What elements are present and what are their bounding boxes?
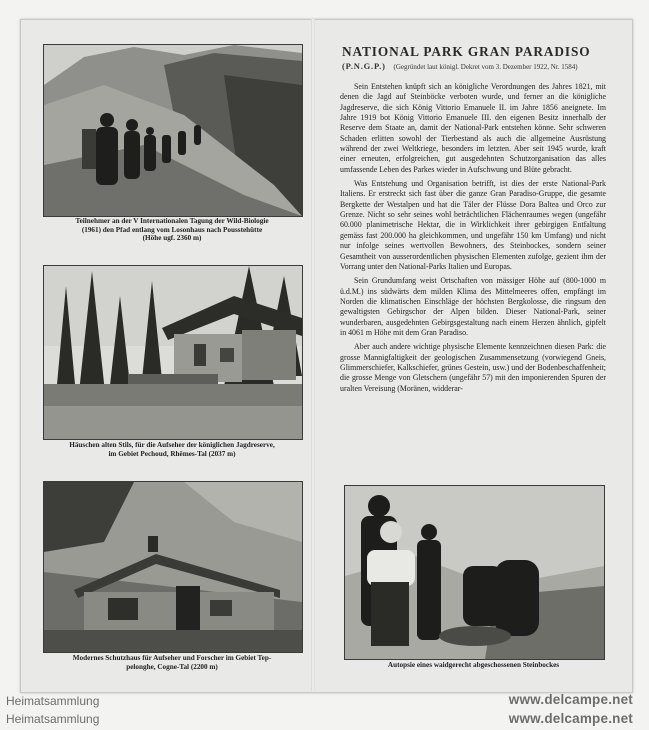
park-abbreviation: (P.N.G.P.) [342, 61, 386, 71]
body-text [340, 82, 606, 454]
page-title: NATIONAL PARK GRAN PARADISO [342, 44, 591, 59]
paragraph: Aber auch andere wichtige physische Elemente kennzeichnen diesen Park: die grosse Mannigfaltigkeit der geologischen Zusammensetzung (vorwiegend Gneis, Glimmerschiefer, Kalkschiefer, grünes Gestein, usw.) und der Bodenbeschaffenheit; die grosse Menge von Gletschern (ungefähr 57) mit den imponierenden Spuren der uralten Vereisung (Moränen, widderar- [340, 342, 606, 393]
paragraph: Sein Grundumfang weist Ortschaften von mässiger Höhe auf (800-1000 m ü.d.M.) ins südwärts dem milden Klima des Mittelmeeres offen, empfängt im Norden die klimatischen Einschläge der höchsten Bergkolosse, die ringsum den gewaltigsten Gebirgschor der Alpen bilden. Dieser National-Park, seiner wunderbaren, ausgedehnten Gebirgsgestaltung nach einem Herzen ähnlich, gipfelt in 4061 m Höhe mit dem Gran Paradiso. [340, 276, 606, 337]
watermark-delcampe: www.delcampe.net [508, 711, 633, 726]
center-fold [311, 19, 315, 691]
photo-old-hut [43, 265, 303, 440]
photo-caption: Häuschen alten Stils, für die Aufseher der königlichen Jagdreserve, im Gebiet Pechoud, Rhêmes-Tal (2037 m) [69, 441, 275, 458]
photo-modern-shelter [43, 481, 303, 653]
photo-caption: Teilnehmer an der V Internationalen Tagung der Wild-Biologie (1961) den Pfad entlang vom Losonhaus nach Pousstehütte (Höhe ugf. 2360 m) [75, 217, 269, 243]
watermark-delcampe: www.delcampe.net [508, 692, 633, 707]
paragraph: Was Entstehung und Organisation betrifft, ist dies der erste National-Park Italiens. Er erstreckt sich fast über die ganze Gran Paradiso-Gruppe, die gesamte Bergkette der Westalpen und hat die Täler der Flüsse Dora Baltea und Orco zur Grenze. Nicht so sehr seines wohl beträchtlichen Flächenraumes wegen (ungefähr 60.000 planimetrische Hektar, die in Wirklichkeit ihrer gebirgigen Entfaltung gemäss fast 200.000 ha gleichkommen, und ungefähr 150 km Umfang) und nicht nur infolge seines wertvollen Bewohners, des Steinbockes, sondern seiner Gesamtheit von ausserordentlichen physischen Elementen zufolge, gezient ihm der Vorrang unter den National-Parks Italien und Europas. [340, 179, 606, 271]
photo-ibex-autopsy [344, 485, 605, 660]
watermark-heimatsammlung: Heimatsammlung [6, 712, 100, 726]
founding-note [342, 61, 610, 71]
paragraph: Sein Entstehen knüpft sich an königliche Verordnungen des Jahres 1821, mit denen die Jagd auf Steinböcke verboten wurde, und ferner an die königliche Jagdreserve, die sich König Vittorio Emanuele II. im Jahre 1856 aneignete. Im Jahre 1919 bot König Vittorio Emanuele III. den eigenen Besitz innerhalb der Reserve dem Staate an, damit der National-Park entstehen könne. Sehr schweren Schaden erlitten sowohl der Tierbestand als auch die allgemeine Ausrüstung während der zwei Weltkriege, besonders im letzten. Aber seit 1945 wurde, kraft einer erneuten, erfolgreichen, gut ausgedehnten Schutzorganisation das alles umfassende Leben des Parkes wieder in Aufschwung und Blüte gebracht. [340, 82, 606, 174]
watermark-heimatsammlung: Heimatsammlung [6, 694, 100, 708]
photo-caption: Autopsie eines waidgerecht abgeschossenen Steinbockes [387, 661, 560, 669]
photo-mountain-trail [43, 44, 303, 217]
founding-decree: (Gegründet laut königl. Dekret vom 3. Dezember 1922, Nr. 1584) [393, 63, 578, 71]
photo-caption: Modernes Schutzhaus für Aufseher und Forscher im Gebiet Tep- pelonghe, Cogne-Tal (2200 m) [72, 654, 272, 671]
